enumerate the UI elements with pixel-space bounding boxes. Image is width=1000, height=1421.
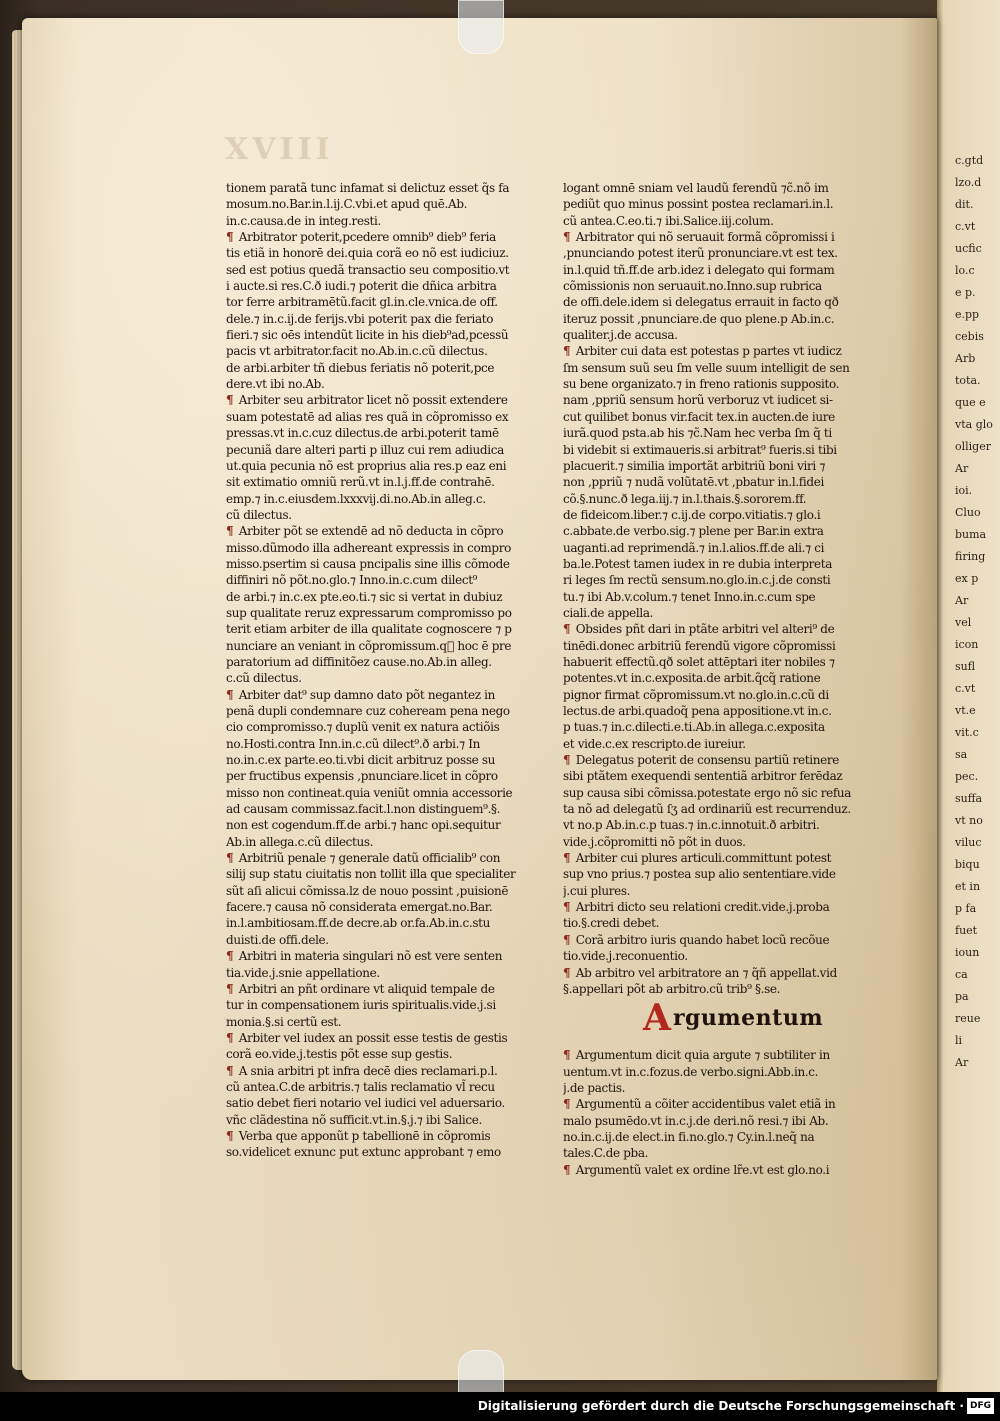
text-line: habuerit effectũ.qð solet attēptari iter nobiles ⁊ <box>563 654 835 669</box>
paragraph-mark: ¶ <box>563 622 571 637</box>
paragraph-mark: ¶ <box>563 851 571 866</box>
text-line: de arbi.⁊ in.c.ex pte.eo.ti.⁊ sic si vertat in dubiuz <box>226 589 503 604</box>
text-line: uentum.vt in.c.fozus.de verbo.signi.Abb.in.c. <box>563 1064 819 1079</box>
text-line: ¶ Obsides pñt dari in ptãte arbitri vel alteri⁹ de <box>563 622 835 637</box>
text-line: de offi.dele.idem si delegatus errauit in facto qð <box>563 295 839 310</box>
facing-page-fragment: fuet <box>955 924 978 937</box>
text-line: ciali.de appella. <box>563 605 654 620</box>
text-line: tio.vide.j.reconuentio. <box>563 949 688 964</box>
text-line: vide.j.cõpromitti nõ põt in duos. <box>563 834 746 849</box>
facing-page-text <box>955 150 995 1074</box>
text-line: tinēdi.donec arbitriũ ferendũ vigore cõpromissi <box>563 638 836 653</box>
text-line: sup causa sibi cõmissa.potestate ergo nõ sic refua <box>563 785 852 800</box>
text-line: facere.⁊ causa nõ considerata emergat.no.Bar. <box>226 900 493 915</box>
text-line: ad causam commissaz.facit.l.non distinguem⁹.§. <box>226 802 501 817</box>
text-line: c.abbate.de verbo.sig.⁊ plene per Bar.in extra <box>563 524 824 539</box>
facing-page-fragment: icon <box>955 638 979 651</box>
facing-page-fragment: buma <box>955 528 987 541</box>
facing-page-fragment: li <box>955 1034 963 1047</box>
text-line: dele.⁊ in.c.ij.de ferijs.vbi poterit pax die feriato <box>226 311 494 326</box>
facing-page-fragment: vit.c <box>955 726 979 739</box>
text-line: ¶ Arbitri in materia singulari nõ est vere senten <box>226 949 503 964</box>
facing-page-fragment: pec. <box>955 770 979 783</box>
text-line: cõ.§.nunc.ð lega.iij.⁊ in.l.thais.§.sororem.ff. <box>563 491 807 506</box>
paragraph-mark: ¶ <box>226 687 234 702</box>
text-line: ¶ Arbiter dat⁹ sup damno dato põt negantez in <box>226 687 496 702</box>
facing-page-fragment: c.gtd <box>955 154 984 167</box>
facing-page-fragment: ioi. <box>955 484 973 497</box>
text-line: sibi ptãtem exequendi sententiã arbitror ferēdaz <box>563 769 843 784</box>
text-line: ri leges ſm rectũ sensum.no.glo.in.c.j.de consti <box>563 573 831 588</box>
text-line: pressas.vt in.c.cuz dilectus.de arbi.poterit tamē <box>226 426 499 441</box>
text-line: Ab.in allega.c.cũ dilectus. <box>226 834 374 849</box>
clip-bottom <box>458 1350 504 1394</box>
paragraph-mark: ¶ <box>226 393 234 408</box>
text-line: tionem paratã tunc infamat si delictuz esset q̃s fa <box>226 181 510 195</box>
text-line: ¶ Arbitri dicto seu relationi credit.vide.j.proba <box>563 900 830 915</box>
text-line: misso non contineat.quia veniũt omnia accessorie <box>226 785 513 800</box>
facing-page-fragment: lzo.d <box>955 176 982 189</box>
text-line: misso.dũmodo illa adhereant expressis in compro <box>226 540 512 555</box>
text-line: ¶ Arbiter cui data est potestas p partes vt iudicz <box>563 344 842 359</box>
paragraph-mark: ¶ <box>226 1063 234 1078</box>
rubricated-initial: A <box>643 997 671 1040</box>
text-line: silij sup statu ciuitatis non tollit illa que specialiter <box>226 867 516 882</box>
facing-page-fragment: tota. <box>955 374 981 387</box>
text-line: tales.C.de pba. <box>563 1146 649 1161</box>
paragraph-mark: ¶ <box>563 1097 571 1112</box>
text-line: pignor firmat cõpromissum.vt no.glo.in.c.cũ di <box>563 687 829 702</box>
text-line: sũt aſi alicui cõmissa.lz de nouo possint ,puisionē <box>226 883 509 898</box>
text-line: c.cũ dilectus. <box>226 671 302 686</box>
paragraph-mark: ¶ <box>563 344 571 359</box>
facing-page-fragment: et in <box>955 880 981 893</box>
text-line: uaganti.ad reprimendã.⁊ in.l.alios.ff.de ali.⁊ ci <box>563 540 825 555</box>
text-line: in.l.quid tñ.ff.de arb.idez i delegato qui formam <box>563 262 835 277</box>
paragraph-mark: ¶ <box>226 981 234 996</box>
text-line: ¶ Arbiter cui plures articuli.committunt potest <box>563 851 832 866</box>
facing-page-fragment: ucfic <box>955 242 982 255</box>
paragraph-mark: ¶ <box>226 949 234 964</box>
text-line: terit etiam arbiter de illa qualitate cognoscere ⁊ p <box>226 622 512 637</box>
text-line: corã eo.vide.j.testis põt esse sup gestis. <box>226 1047 453 1062</box>
text-line: ta nõ ad delegatũ ſʒ ad ordinariũ est recurrenduz. <box>563 802 851 817</box>
text-line: so.videlicet exnunc put extunc approbant ⁊ emo <box>226 1145 501 1160</box>
text-line: nunciare an veniant in cõpromissum.q᷑ hoc ē pre <box>226 638 512 653</box>
paragraph-mark: ¶ <box>226 230 234 245</box>
paragraph-mark: ¶ <box>226 1030 234 1045</box>
text-line: per fructibus expensis ,pnunciare.licet in cõpro <box>226 769 498 784</box>
text-line: nam ,ppriũ sensum horũ verboruz vt iudicet si- <box>563 393 833 408</box>
text-line: ¶ Arbitrator qui nõ seruauit formã cõpromissi i <box>563 230 835 245</box>
text-line: no.in.c.ij.de elect.in fi.no.glo.⁊ Cy.in.l.neq̃ na <box>563 1129 815 1144</box>
footer-bar <box>0 1392 1000 1421</box>
paragraph-mark: ¶ <box>563 900 571 915</box>
text-line: pacis vt arbitrator.facit no.Ab.in.c.cũ dilectus. <box>226 344 488 359</box>
text-line: tu.⁊ ibi Ab.v.colum.⁊ tenet Inno.in.c.cum spe <box>563 589 816 604</box>
text-line: no.Hosti.contra Inn.in.c.cũ dilect⁹.ð arbi.⁊ In <box>226 736 480 751</box>
text-line: ¶ Argumentum dicit quia argute ⁊ subtiliter in <box>563 1048 830 1063</box>
paragraph-mark: ¶ <box>226 524 234 539</box>
clip-top <box>458 0 504 54</box>
text-line: ¶ Delegatus poterit de consensu partiũ retinere <box>563 753 839 768</box>
facing-page-fragment: Arb <box>955 352 976 365</box>
left-text-column <box>226 180 544 1161</box>
text-line: iurã.quod psta.ab his ⁊c̃.Nam hec verba ſm q̃ ti <box>563 426 832 441</box>
folio-number: XVIII <box>225 132 334 167</box>
facing-page-fragment: que e <box>955 396 986 409</box>
text-line: ,pnunciando potest iterũ pronunciare.vt est tex. <box>563 246 838 261</box>
paragraph-mark: ¶ <box>563 932 571 947</box>
text-line: bi videbit si extimaueris.si arbitrat⁹ fueris.si tibi <box>563 442 837 457</box>
facing-page-fragment: c.vt <box>955 682 976 695</box>
facing-page-fragment: ioun <box>955 946 980 959</box>
facing-page-fragment: c.vt <box>955 220 976 233</box>
text-line: cio compromisso.⁊ duplũ venit ex natura actiõis <box>226 720 500 735</box>
text-line: ¶ Arbiter põt se extendē ad nõ deducta in cõpro <box>226 524 504 539</box>
facing-page-fragment: sa <box>955 748 968 761</box>
text-line: ba.le.Potest tamen iudex in re dubia interpreta <box>563 556 833 571</box>
text-line: diffiniri nõ põt.no.glo.⁊ Inno.in.c.cum dilect⁹ <box>226 573 478 588</box>
facing-page-fragment: vt no <box>955 814 983 827</box>
text-line: tis etiã in honorē dei.quia corã eo nõ est iudiciuz. <box>226 246 509 261</box>
facing-page-fragment: olliger <box>955 440 991 453</box>
facing-page-fragment: vt.e <box>955 704 976 717</box>
text-line: ¶ Verba que apponũt p tabellionē in cõpromis <box>226 1128 491 1143</box>
text-line: j.cui plures. <box>563 883 631 898</box>
heading-text: rgumentum <box>672 1005 824 1032</box>
facing-page-fragment: Cluo <box>955 506 981 519</box>
text-line: tia.vide.j.snie appellatione. <box>226 965 380 980</box>
facing-page-fragment: biqu <box>955 858 980 871</box>
paragraph-mark: ¶ <box>563 1162 571 1177</box>
right-column-upper <box>563 180 881 997</box>
facing-page-fragment: Ar <box>955 1056 969 1069</box>
text-line: ¶ Arbitriũ penale ⁊ generale datũ officialib⁹ con <box>226 851 501 866</box>
facing-page-fragment: sufl <box>955 660 976 673</box>
text-line: non ,ppriũ ⁊ nudã volũtatē.vt ,pbatur in.l.fidei <box>563 475 824 490</box>
text-line: cõmissionis non seruauit.no.Inno.sup rubrica <box>563 279 822 294</box>
facing-page-fragment: Ar <box>955 594 969 607</box>
right-column-lower <box>563 1047 881 1178</box>
facing-page-fragment: suffa <box>955 792 983 805</box>
facing-page-fragment: reue <box>955 1012 981 1025</box>
facing-page-fragment: cebis <box>955 330 984 343</box>
paragraph-mark: ¶ <box>563 753 571 768</box>
text-line: ¶ Arbitri an pñt ordinare vt aliquid tempale de <box>226 981 495 996</box>
text-line: tio.§.credi debet. <box>563 916 660 931</box>
text-line: placuerit.⁊ similia importãt arbitriũ boni viri ⁊ <box>563 458 826 473</box>
facing-page-fragment: firing <box>955 550 986 563</box>
text-line: ut.quia pecunia nõ est proprius alia res.p eaz eni <box>226 458 507 473</box>
paragraph-mark: ¶ <box>563 1048 571 1063</box>
text-line: sed est potius quedã transactio seu compositio.vt <box>226 262 510 277</box>
text-line: et vide.c.ex rescripto.de iureiur. <box>563 736 746 751</box>
text-line: duisti.de offi.dele. <box>226 932 329 947</box>
text-line: in.c.causa.de in integ.resti. <box>226 213 381 228</box>
text-line: ¶ Arbiter vel iudex an possit esse testis de gestis <box>226 1030 508 1045</box>
text-line: mosum.no.Bar.in.l.ij.C.vbi.et apud quē.Ab. <box>226 197 468 212</box>
text-line: sup vno prius.⁊ postea sup alio sententiare.vide <box>563 867 836 882</box>
text-line: de fideicom.liber.⁊ c.ij.de corpo.vitiatis.⁊ glo.i <box>563 507 821 522</box>
text-line: emp.⁊ in.c.eiusdem.lxxxvij.di.no.Ab.in alleg.c. <box>226 491 486 506</box>
text-line: qualiter.j.de accusa. <box>563 328 678 343</box>
facing-page-fragment: ex p <box>955 572 979 585</box>
text-line: misso.psertim si causa pncipalis sine illis cõmode <box>226 556 510 571</box>
facing-page-fragment: Ar <box>955 462 969 475</box>
text-line: cũ dilectus. <box>226 507 292 522</box>
facing-page-fragment: p fa <box>955 902 977 915</box>
text-line: tor ferre arbitramētũ.facit gl.in.cle.vnica.de off. <box>226 295 498 310</box>
text-line: sup qualitate reruz expressarum compromisso po <box>226 605 512 620</box>
facing-page-fragment: e p. <box>955 286 976 299</box>
paragraph-mark: ¶ <box>563 965 571 980</box>
text-line: ¶ Argumentũ valet ex ordine lr̃e.vt est glo.no.i <box>563 1162 830 1177</box>
facing-page-fragment: vel <box>955 616 972 629</box>
right-text-column <box>563 180 881 1178</box>
text-line: dere.vt ibi no.Ab. <box>226 377 325 392</box>
paragraph-mark: ¶ <box>226 851 234 866</box>
footer-credit: Digitalisierung gefördert durch die Deutsche Forschungsgemeinschaft · <box>477 1399 964 1413</box>
text-line: penã dupli condemnare cuz coheream pena nego <box>226 704 510 718</box>
facing-page-fragment: pa <box>955 990 969 1003</box>
text-line: tur in compensationem iuris spiritualis.vide.j.si <box>226 998 496 1013</box>
section-heading <box>643 997 881 1040</box>
text-line: satio debet fieri notario vel iudici vel aduersario. <box>226 1096 505 1111</box>
facing-page-fragment: dit. <box>955 198 974 211</box>
text-line: vñc clãdestina nõ sufficit.vt.in.§.j.⁊ ibi Salice. <box>226 1112 482 1127</box>
text-line: cũ antea.C.de arbitris.⁊ talis reclamatio vl̃ recu <box>226 1079 495 1094</box>
text-line: iteruz possit ,pnunciare.de quo plene.p Ab.in.c. <box>563 311 835 326</box>
facing-page-fragment: ca <box>955 968 968 981</box>
text-line: §.appellari põt ab arbitro.cũ trib⁹ §.se. <box>563 981 781 996</box>
text-line: cut quilibet bonus vir.facit tex.in aucten.de iure <box>563 409 835 424</box>
text-line: sit extimatio omniũ rerũ.vt in.l.j.ff.de contrahē. <box>226 475 495 490</box>
text-line: ¶ Corã arbitro iuris quando habet locũ recõue <box>563 932 830 947</box>
text-line: cũ antea.C.eo.ti.⁊ ibi.Salice.iij.colum. <box>563 213 774 228</box>
text-line: vt no.p Ab.in.c.p tuas.⁊ in.c.innotuit.ð arbitri. <box>563 818 820 833</box>
text-line: no.in.c.ex parte.eo.ti.vbi dicit arbitruz posse su <box>226 753 496 768</box>
text-line: ¶ A snia arbitri pt infra decē dies reclamari.p.l. <box>226 1063 498 1078</box>
paragraph-mark: ¶ <box>226 1128 234 1143</box>
text-line: ¶ Arbiter seu arbitrator licet nõ possit extendere <box>226 393 508 408</box>
dfg-logo: DFG <box>967 1398 994 1414</box>
text-line: de arbi.arbiter tñ diebus feriatis nõ poterit,pce <box>226 360 495 375</box>
paragraph-mark: ¶ <box>563 230 571 245</box>
text-line: ¶ Ab arbitro vel arbitratore an ⁊ q̃ñ appellat.vid <box>563 965 837 980</box>
text-line: lectus.de arbi.quadoq̃ pena appositione.vt in.c. <box>563 704 832 718</box>
text-line: non est cogendum.ff.de arbi.⁊ hanc opi.sequitur <box>226 818 501 833</box>
text-line: in.l.ambitiosam.ff.de decre.ab or.fa.Ab.in.c.stu <box>226 916 491 931</box>
text-line: pecuniã dare alteri parti p illuz cui rem adiudica <box>226 442 504 457</box>
text-line: su bene organizato.⁊ in freno rationis supposito. <box>563 377 840 392</box>
text-line: pediũt quo minus possint postea reclamari.in.l. <box>563 197 834 212</box>
facing-page-strip <box>937 0 1000 1392</box>
facing-page-fragment: lo.c <box>955 264 975 277</box>
facing-page-fragment: viluc <box>955 836 982 849</box>
text-line: ¶ Argumentũ a cõiter accidentibus valet etiã in <box>563 1097 836 1112</box>
text-line: suam potestatē ad alias res quã in cõpromisso ex <box>226 409 509 424</box>
text-line: p tuas.⁊ in.c.dilecti.e.ti.Ab.in allega.c.exposita <box>563 720 825 735</box>
text-line: fieri.⁊ sic oēs intendũt licite in his dieb⁹ad,pcessũ <box>226 328 509 343</box>
text-line: ſm sensum suũ seu ſm velle suum intelligit de sen <box>563 360 850 375</box>
text-line: j.de pactis. <box>563 1080 626 1095</box>
facing-page-fragment: e.pp <box>955 308 980 321</box>
text-line: potentes.vt in.c.exposita.de arbit.q̃cq̃ ratione <box>563 671 821 686</box>
text-line: logant omnē sniam vel laudũ ferendũ ⁊c̃.nõ im <box>563 181 829 195</box>
text-line: i aucte.si res.C.ð iudi.⁊ poterit die dñica arbitra <box>226 279 497 294</box>
text-line: malo psumēdo.vt in.c.j.de deri.nõ resi.⁊ ibi Ab. <box>563 1113 829 1128</box>
text-line: paratorium ad diffinitõez cause.no.Ab.in alleg. <box>226 654 492 669</box>
facing-page-fragment: vta glo <box>955 418 993 431</box>
text-line: ¶ Arbitrator poterit,pcedere omnib⁹ dieb⁹ feria <box>226 230 496 245</box>
text-line: monia.§.si certũ est. <box>226 1014 342 1029</box>
